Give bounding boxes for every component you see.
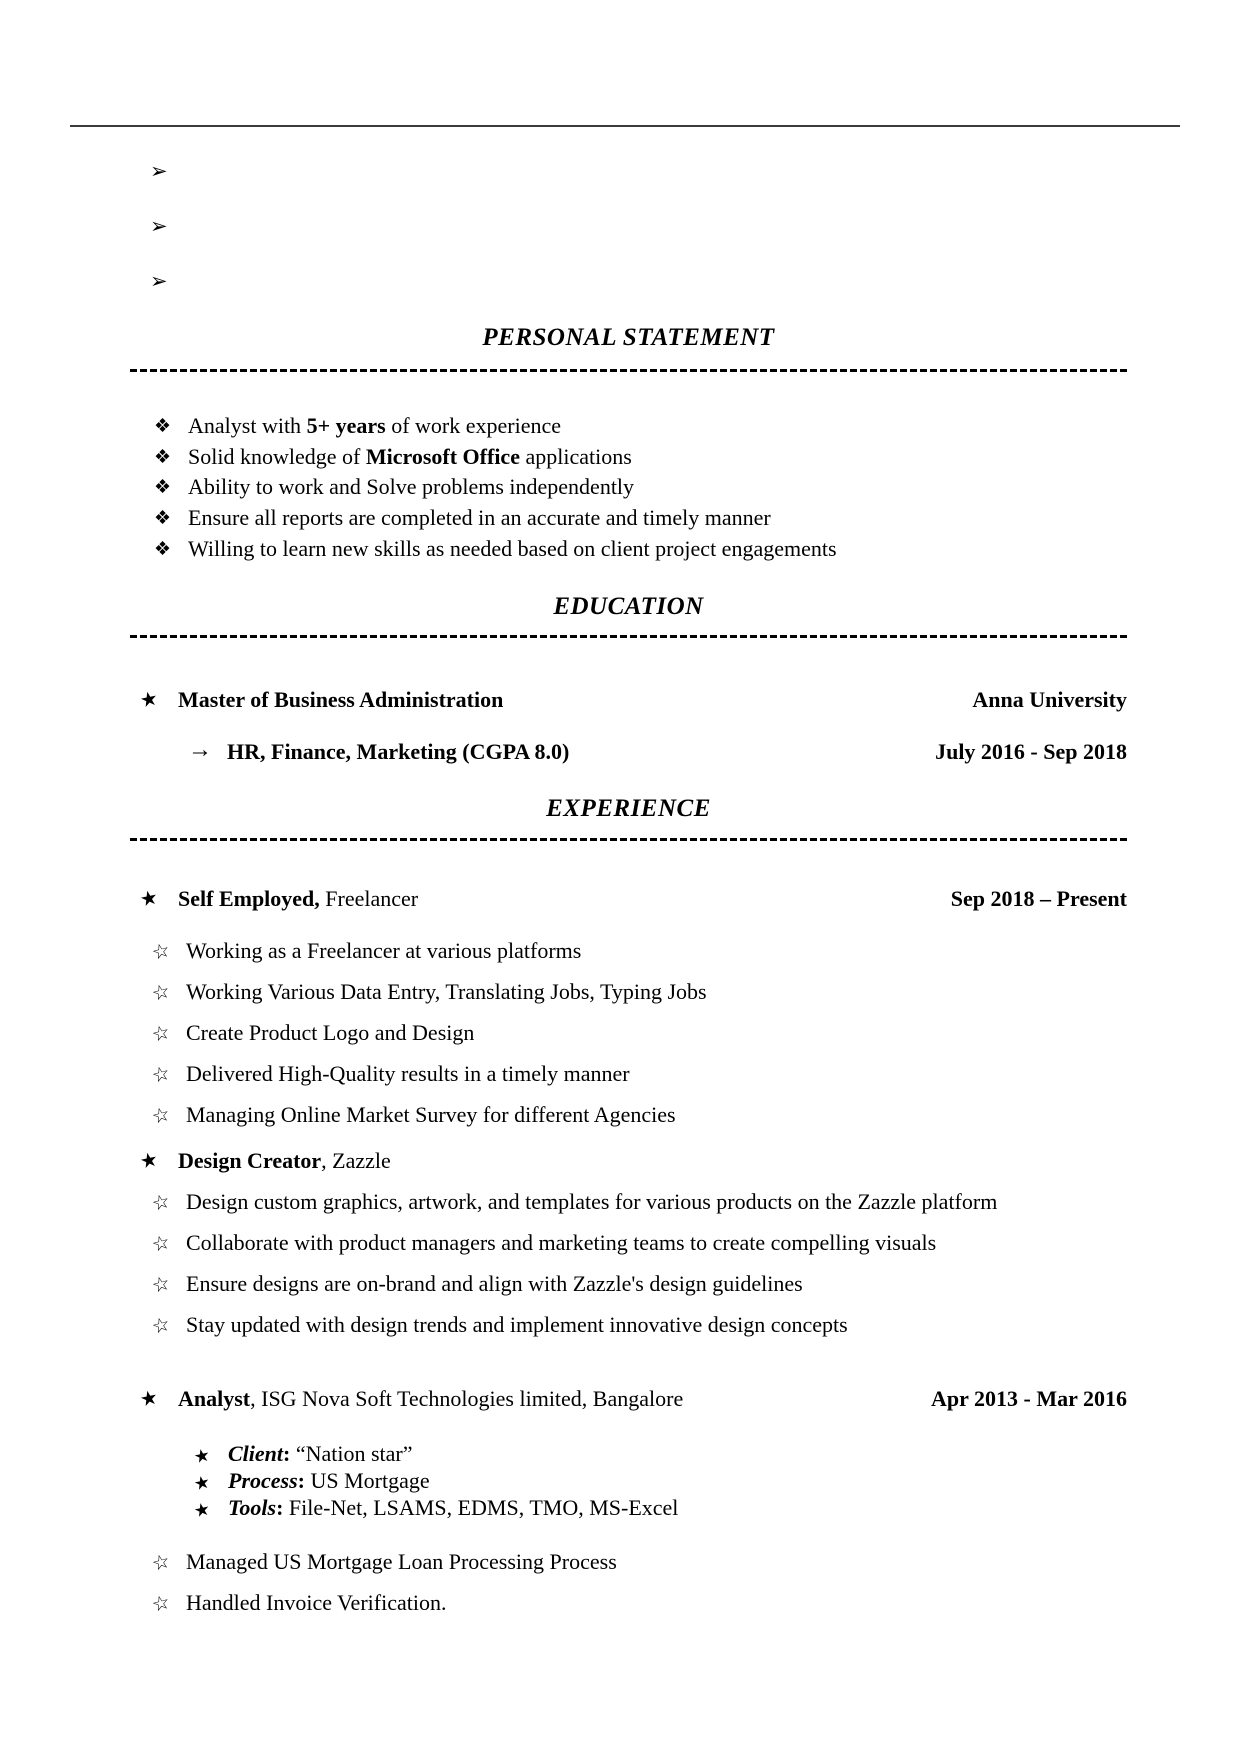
detail-value: US Mortgage	[310, 1467, 430, 1493]
job-bullet-text: Delivered High-Quality results in a timely manner	[186, 1060, 630, 1086]
filled-star-icon: ★	[137, 686, 161, 713]
specialization-row	[130, 736, 1127, 765]
job-bullet-item	[130, 1590, 1127, 1616]
job-bullet-text: Working as a Freelancer at various platforms	[186, 937, 582, 963]
degree-institution: Anna University	[972, 686, 1127, 712]
job-title: ★ Self Employed, Freelancer	[137, 885, 419, 912]
job-header-row	[130, 886, 1127, 912]
job-bullet-text: Collaborate with product managers and marketing teams to create compelling visuals	[186, 1229, 937, 1255]
job-bullet-item	[130, 1102, 1127, 1128]
job-dates: Apr 2013 - Mar 2016	[931, 1385, 1127, 1411]
diamond-bullet-icon: ❖	[154, 416, 172, 437]
arrow-bullet-item	[130, 268, 1127, 294]
outline-star-icon: ☆	[149, 938, 173, 965]
filled-star-icon: ★	[137, 1385, 161, 1412]
filled-star-icon: ★	[137, 885, 161, 912]
personal-statement-list	[130, 411, 1127, 565]
job-bullet-text: Ensure designs are on-brand and align with Zazzle's design guidelines	[186, 1270, 803, 1296]
job-bullet-item	[130, 979, 1127, 1005]
job-bullet-text: Stay updated with design trends and implement innovative design concepts	[186, 1311, 848, 1337]
job-bullet-text: Working Various Data Entry, Translating Jobs, Typing Jobs	[186, 978, 707, 1004]
statement-item	[130, 534, 1127, 565]
outline-star-icon: ☆	[149, 1061, 173, 1088]
job-bullet-item	[130, 938, 1127, 964]
job-bullet-item	[130, 1189, 1127, 1215]
detail-item: ★ Process: US Mortgage	[130, 1467, 1127, 1494]
diamond-bullet-icon: ❖	[154, 538, 172, 560]
statement-text: Ability to work and Solve problems independently	[188, 474, 635, 500]
job-bullet-text: Create Product Logo and Design	[186, 1019, 475, 1045]
job-bullet-item	[130, 1549, 1127, 1575]
statement-text: Analyst with 5+ years of work experience	[188, 413, 562, 438]
degree-title: ★ Master of Business Administration	[137, 686, 504, 713]
filled-star-icon: ★	[137, 1147, 161, 1174]
detail-label: Client	[228, 1440, 284, 1466]
outline-star-icon: ☆	[149, 1189, 173, 1216]
job-bullet-item	[130, 1271, 1127, 1297]
detail-item: ★ Client: “Nation star”	[130, 1440, 1127, 1467]
arrowhead-bullet-icon: ➢	[150, 159, 168, 183]
job-bullet-text: Managed US Mortgage Loan Processing Process	[186, 1549, 617, 1575]
job-bullet-list	[130, 1189, 1127, 1338]
specialization-text: → HR, Finance, Marketing (CGPA 8.0)	[188, 736, 570, 764]
diamond-bullet-icon: ❖	[154, 446, 172, 468]
outline-star-icon: ☆	[149, 1271, 173, 1298]
section-divider	[130, 635, 1127, 638]
arrow-bullet-item	[130, 213, 1127, 239]
detail-value: File-Net, LSAMS, EDMS, TMO, MS-Excel	[288, 1495, 679, 1521]
outline-star-icon: ☆	[149, 1020, 173, 1047]
filled-star-icon: ★	[191, 1444, 212, 1467]
outline-star-icon: ☆	[149, 1312, 173, 1339]
education-heading: EDUCATION	[553, 592, 704, 620]
job-bullet-text: Design custom graphics, artwork, and templates for various products on the Zazzle platform	[186, 1188, 998, 1214]
top-arrow-bullet-list	[130, 0, 1127, 294]
section-divider	[130, 838, 1127, 841]
diamond-bullet-icon: ❖	[154, 508, 172, 530]
filled-star-icon: ★	[191, 1471, 212, 1495]
detail-label: Tools	[228, 1495, 277, 1521]
personal-statement-heading: PERSONAL STATEMENT	[482, 324, 775, 351]
detail-item: ★ Tools: File-Net, LSAMS, EDMS, TMO, MS-Excel	[130, 1494, 1127, 1521]
statement-item	[130, 411, 1127, 442]
job-title: ★ Analyst, ISG Nova Soft Technologies limited, Bangalore	[137, 1385, 684, 1412]
diamond-bullet-icon: ❖	[154, 477, 172, 499]
job-bullet-item	[130, 1061, 1127, 1087]
arrowhead-bullet-icon: ➢	[150, 269, 168, 293]
statement-item	[130, 442, 1127, 473]
outline-star-icon: ☆	[149, 979, 173, 1006]
statement-text: Willing to learn new skills as needed based on client project engagements	[188, 535, 837, 561]
job-bullet-list	[130, 1549, 1127, 1616]
job-bullet-list	[130, 938, 1127, 1128]
degree-row	[130, 687, 1127, 713]
statement-item	[130, 503, 1127, 534]
job-bullet-item	[130, 1020, 1127, 1046]
statement-text: Solid knowledge of Microsoft Office applications	[188, 443, 632, 469]
detail-value: “Nation star”	[295, 1440, 413, 1466]
detail-label: Process	[228, 1467, 298, 1493]
outline-star-icon: ☆	[149, 1550, 173, 1577]
job-bullet-item	[130, 1230, 1127, 1256]
job-bullet-text: Handled Invoice Verification.	[186, 1590, 447, 1616]
arrowhead-bullet-icon: ➢	[150, 214, 168, 238]
job-bullet-item	[130, 1312, 1127, 1338]
job-header-row	[130, 1386, 1127, 1412]
outline-star-icon: ☆	[149, 1102, 173, 1129]
experience-heading: EXPERIENCE	[546, 794, 711, 822]
outline-star-icon: ☆	[149, 1591, 173, 1618]
statement-item	[130, 472, 1127, 503]
filled-star-icon: ★	[191, 1498, 212, 1522]
job-dates: Sep 2018 – Present	[950, 885, 1127, 911]
job-header-row	[130, 1148, 1127, 1174]
right-arrow-icon: →	[188, 736, 212, 763]
job-title: ★ Design Creator, Zazzle	[137, 1147, 391, 1174]
statement-text: Ensure all reports are completed in an accurate and timely manner	[188, 505, 771, 531]
resume-content	[130, 0, 1127, 1616]
job-bullet-text: Managing Online Market Survey for different Agencies	[186, 1101, 676, 1127]
arrow-bullet-item	[130, 158, 1127, 184]
education-dates: July 2016 - Sep 2018	[935, 738, 1127, 764]
outline-star-icon: ☆	[149, 1230, 173, 1257]
project-detail-list	[130, 1440, 1127, 1522]
section-divider	[130, 369, 1127, 372]
